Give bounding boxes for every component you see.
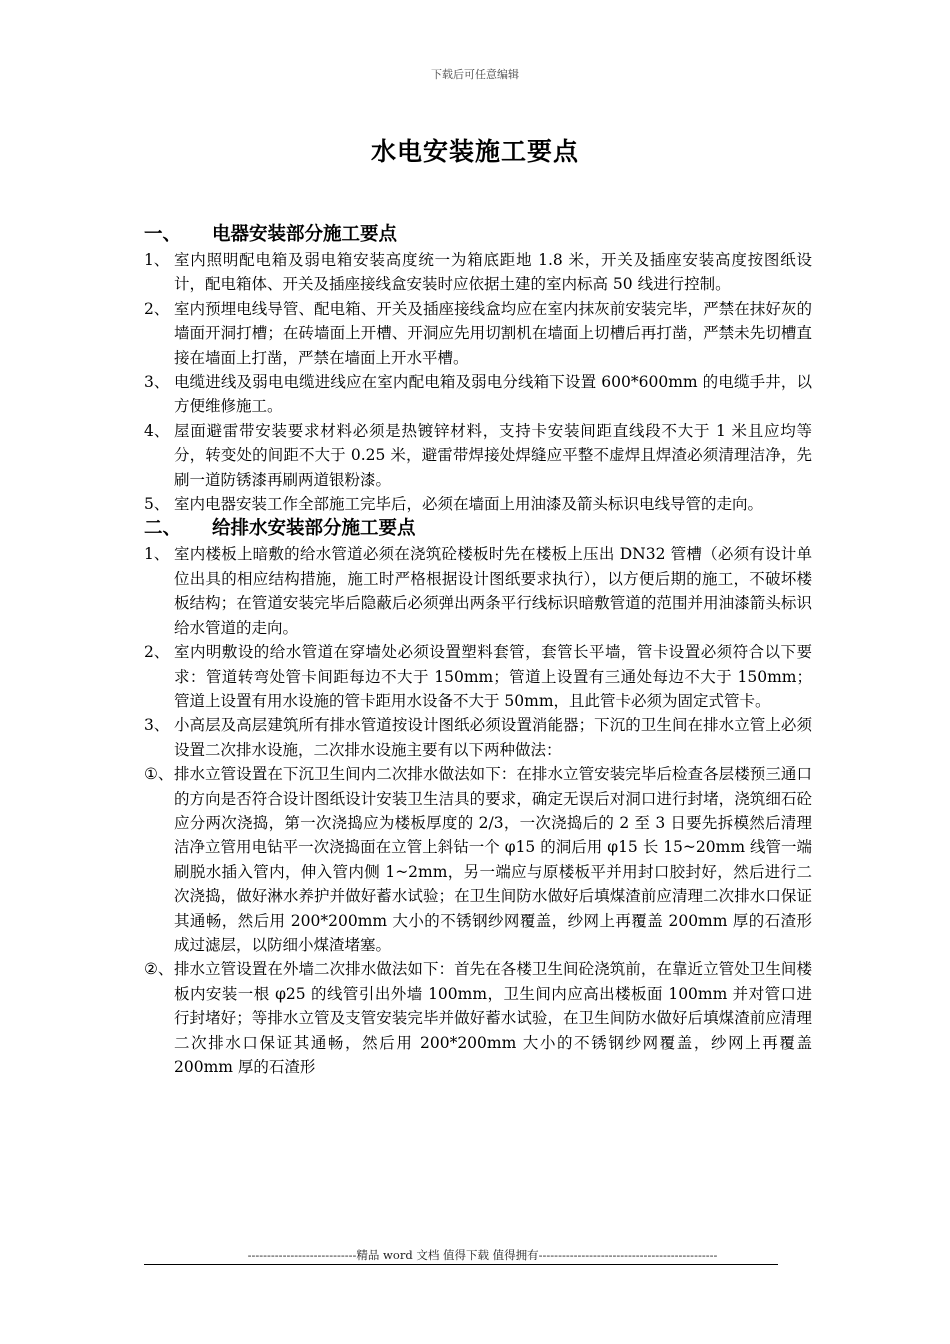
- list-item: [144, 713, 812, 762]
- section-title: 电器安装部分施工要点: [212, 224, 398, 245]
- section-number: 二、: [144, 518, 182, 540]
- section-title: 给排水安装部分施工要点: [212, 518, 416, 540]
- item-text: 电缆进线及弱电电缆进线应在室内配电箱及弱电分线箱下设置 600*600mm 的电缆手井，以方便维修施工。: [174, 373, 812, 416]
- document-title: 水电安装施工要点: [370, 137, 579, 166]
- header-note: 下载后可任意编辑: [431, 68, 519, 81]
- item-index: 5、: [144, 495, 170, 514]
- section-number: 一、: [144, 224, 182, 245]
- list-item: [144, 762, 812, 957]
- list-item: [144, 370, 812, 419]
- footer-divider: [144, 1264, 778, 1265]
- item-text: 室内明敷设的给水管道在穿墙处必须设置塑料套管，套管长平墙，管卡设置必须符合以下要求：管道转弯处管卡间距每边不大于 150mm；管道上设置有三通处每边不大于 150mm；管道上设置有用水设施的管卡距用水设备不大于 50mm，且此管卡必须为固定式管卡。: [174, 643, 812, 710]
- section-heading-plumbing: [144, 516, 812, 542]
- item-index: ②、: [144, 960, 174, 979]
- section-heading-electrical: [144, 222, 812, 248]
- list-item: [144, 492, 812, 516]
- item-text: 室内楼板上暗敷的给水管道必须在浇筑砼楼板时先在楼板上压出 DN32 管槽（必须有设计单位出具的相应结构措施，施工时严格根据设计图纸要求执行），以方便后期的施工，不破坏楼板结构；在管道安装完毕后隐蔽后必须弹出两条平行线标识暗敷管道的范围并用油漆箭头标识给水管道的走向。: [174, 545, 812, 637]
- item-text: 小高层及高层建筑所有排水管道按设计图纸必须设置消能器；下沉的卫生间在排水立管上必须设置二次排水设施，二次排水设施主要有以下两种做法：: [174, 716, 812, 759]
- item-index: 3、: [144, 716, 170, 735]
- item-text: 室内照明配电箱及弱电箱安装高度统一为箱底距地 1.8 米，开关及插座安装高度按图纸设计，配电箱体、开关及插座接线盒安装时应依据土建的室内标高 50 线进行控制。: [174, 251, 812, 294]
- item-text: 屋面避雷带安装要求材料必须是热镀锌材料，支持卡安装间距直线段不大于 1 米且应均等分，转变处的间距不大于 0.25 米，避雷带焊接处焊缝应平整不虚焊且焊渣必须清理洁净，先刷一道防锈漆再刷两道银粉漆。: [174, 421, 812, 489]
- item-text: 排水立管设置在外墙二次排水做法如下：首先在各楼卫生间砼浇筑前，在靠近立管处卫生间楼板内安装一根 φ25 的线管引出外墙 100mm，卫生间内应高出楼板面 100mm 并对管口进行封堵好；等排水立管及支管安装完毕并做好蓄水试验，在卫生间防水做好后填煤渣前应清理二次排水口保证其通畅，然后用 200*200mm 大小的不锈钢纱网覆盖，纱网上再覆盖 200mm 厚的石渣形: [174, 960, 812, 1076]
- item-index: 2、: [144, 299, 170, 318]
- list-item: [144, 957, 812, 1079]
- footer-text: ----------------------------精品 word 文档 值得下载 值得拥有----------------------------------------------: [247, 1248, 718, 1262]
- item-text: 室内电器安装工作全部施工完毕后，必须在墙面上用油漆及箭头标识电线导管的走向。: [174, 495, 764, 514]
- item-text: 室内预埋电线导管、配电箱、开关及插座接线盒均应在室内抹灰前安装完毕，严禁在抹好灰的墙面开洞打槽；在砖墙面上开槽、开洞应先用切割机在墙面上切槽后再打凿，严禁未先切槽直接在墙面上打凿，严禁在墙面上开水平槽。: [174, 299, 812, 367]
- list-item: [144, 419, 812, 492]
- item-index: ①、: [144, 765, 174, 784]
- item-index: 1、: [144, 545, 170, 564]
- list-item: [144, 248, 812, 297]
- item-index: 3、: [144, 373, 170, 392]
- list-item: [144, 542, 812, 640]
- item-index: 1、: [144, 251, 170, 269]
- document-body: [144, 222, 812, 1079]
- item-index: 2、: [144, 643, 170, 662]
- list-item: [144, 297, 812, 370]
- item-index: 4、: [144, 421, 170, 440]
- list-item: [144, 640, 812, 713]
- item-text: 排水立管设置在下沉卫生间内二次排水做法如下：在排水立管安装完毕后检查各层楼预三通口的方向是否符合设计图纸设计安装卫生洁具的要求，确定无误后对洞口进行封堵，浇筑细石砼应分两次浇捣，第一次浇捣应为楼板厚度的 2/3，一次浇捣后的 2 至 3 日要先拆模然后清理洁净立管用电钻平一次浇捣面在立管上斜钻一个 φ15 的洞后用 φ15 长 15~20mm 线管一端刷脱水插入管内，伸入管内侧 1~2mm，另一端应与原楼板平并用封口胶封好，然后进行二次浇捣，做好淋水养护并做好蓄水试验；在卫生间防水做好后填煤渣前应清理二次排水口保证其通畅，然后用 200*200mm 大小的不锈钢纱网覆盖，纱网上再覆盖 200mm 厚的石渣形成过滤层，以防细小煤渣堵塞。: [174, 765, 812, 954]
